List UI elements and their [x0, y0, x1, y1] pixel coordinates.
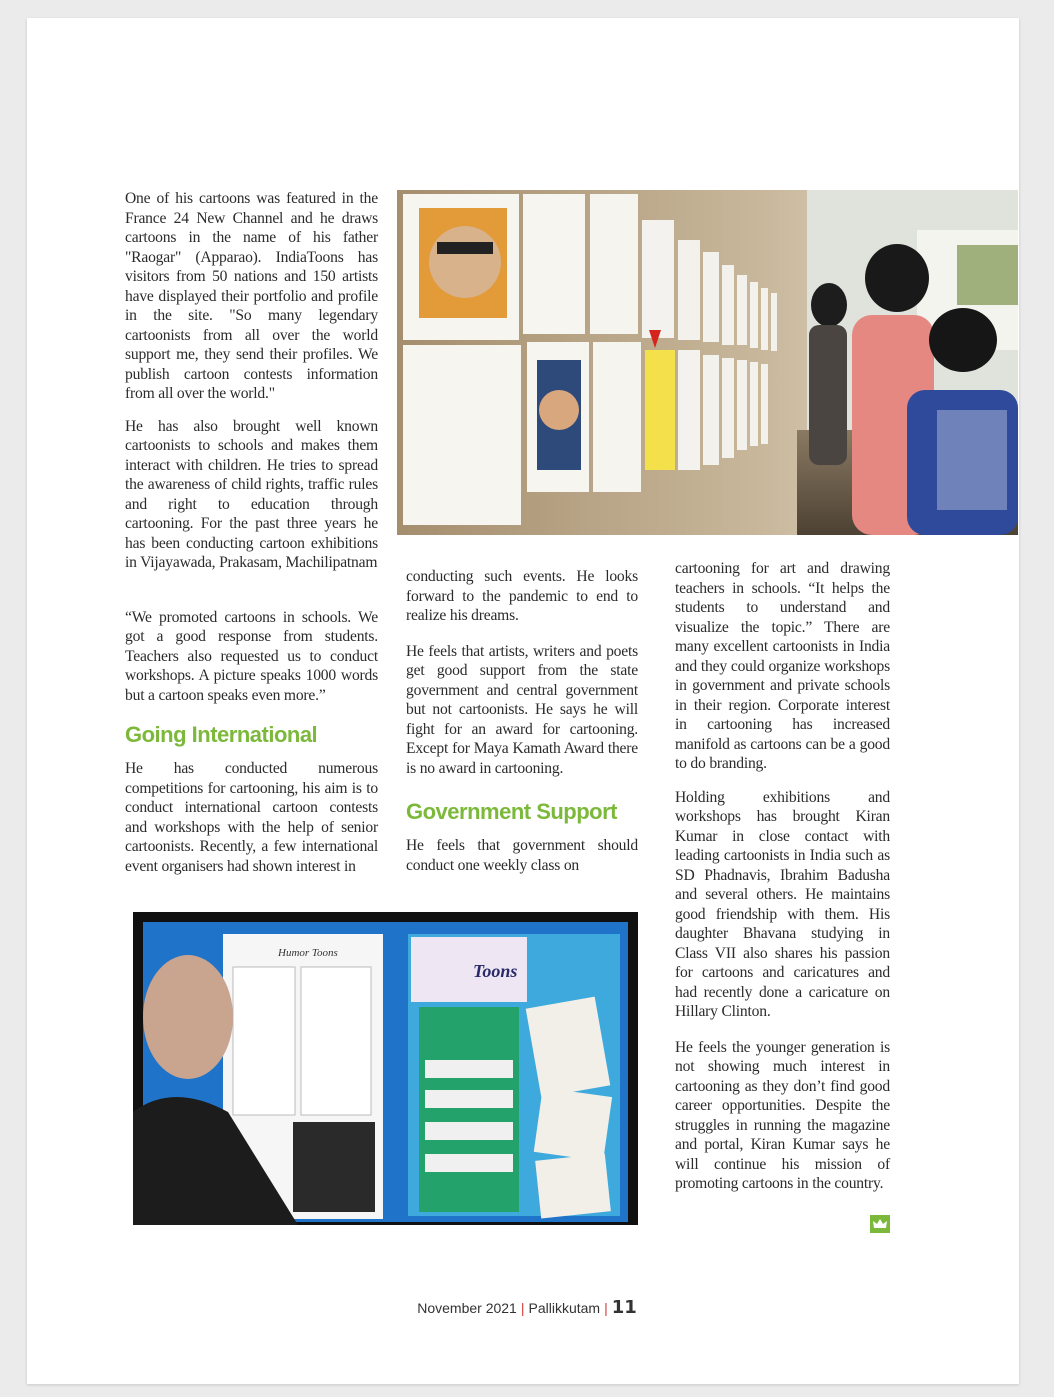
page-footer — [0, 1297, 1054, 1318]
brand-toons: Toons — [473, 961, 518, 981]
crown-end-icon — [870, 1215, 890, 1233]
col1-paragraph-3: “We promoted cartoons in schools. We got a good response from students. Teachers also requested us to conduct workshops. A picture speaks 1000 words but a cartoon speaks even more.” — [125, 608, 378, 704]
col2-paragraph-1: conducting such events. He looks forward to the pandemic to end to realize his dreams. — [406, 568, 638, 624]
col3-paragraph-3: He feels the younger generation is not showing much interest in cartooning as they don’t find good career opportunities. Despite the struggles in running the magazine and portal, Kiran Kumar says he will continue his mission of promoting cartoons in the country. — [675, 1038, 890, 1192]
panel-title: Humor Toons — [278, 947, 338, 959]
col3-paragraph-2: Holding exhibitions and workshops has brought Kiran Kumar in close contact with leading cartoonists in India such as SD Phadnavis, Ibrahim Badusha and several others. He maintains good friendship with them. His daughter Bhavana studying in Class VII also shares his passion for cartoons and caricatures and had recently done a caricature on Hillary Clinton. — [675, 788, 890, 1020]
col3-paragraph-1: cartooning for art and drawing teachers in schools. “It helps the students to understand and visualize the topic.” There are many excellent cartoonists in India and they could organize workshops in government and private schools in their region. Corporate interest in cartooning has increased manifold as cartoons can be a good to do branding. — [675, 560, 890, 772]
page-number: 11 — [611, 1297, 637, 1318]
col2-paragraph-2: He feels that artists, writers and poets get good support from the state government and central government but not cartoonists. He says he will fight for an award for cartooning. Except for Maya Kamath Award there is no award in cartooning. — [406, 642, 638, 777]
column-1 — [125, 189, 378, 889]
heading-going-international: Going International — [125, 722, 318, 747]
col1-paragraph-1: One of his cartoons was featured in the France 24 New Channel and he draws cartoons in the name of his father "Raogar" (Apparao). IndiaToons has visitors from 50 nations and 150 artists have displayed their portfolio and profile in the site. "So many legendary cartoonists from all over the world support me, they send their profiles. We publish cartoon contests information from all over the world." — [125, 190, 378, 402]
column-2 — [406, 567, 638, 888]
footer-separator-2: | — [604, 1300, 608, 1316]
col1-paragraph-2: He has also brought well known cartoonists to schools and makes them interact with children. He tries to spread the awareness of child rights, traffic rules and right to education through cartooning. For the past three years he has been conducting cartoon exhibitions in Vijayawada, Prakasam, Machilipatnam — [125, 417, 378, 571]
screen-display-photo — [133, 912, 638, 1225]
column-3 — [675, 559, 890, 1207]
col1-paragraph-4: He has conducted numerous competitions for cartooning, his aim is to conduct international cartoon contests and workshops with the help of senior cartoonists. Recently, a few international event organisers had shown interest in — [125, 760, 378, 875]
heading-government-support: Government Support — [406, 799, 618, 824]
exhibition-photo — [397, 190, 1018, 535]
footer-separator: | — [520, 1300, 525, 1316]
footer-magazine: Pallikkutam — [528, 1300, 601, 1316]
footer-month: November 2021 — [417, 1300, 517, 1316]
col2-paragraph-3: He feels that government should conduct one weekly class on — [406, 837, 638, 874]
